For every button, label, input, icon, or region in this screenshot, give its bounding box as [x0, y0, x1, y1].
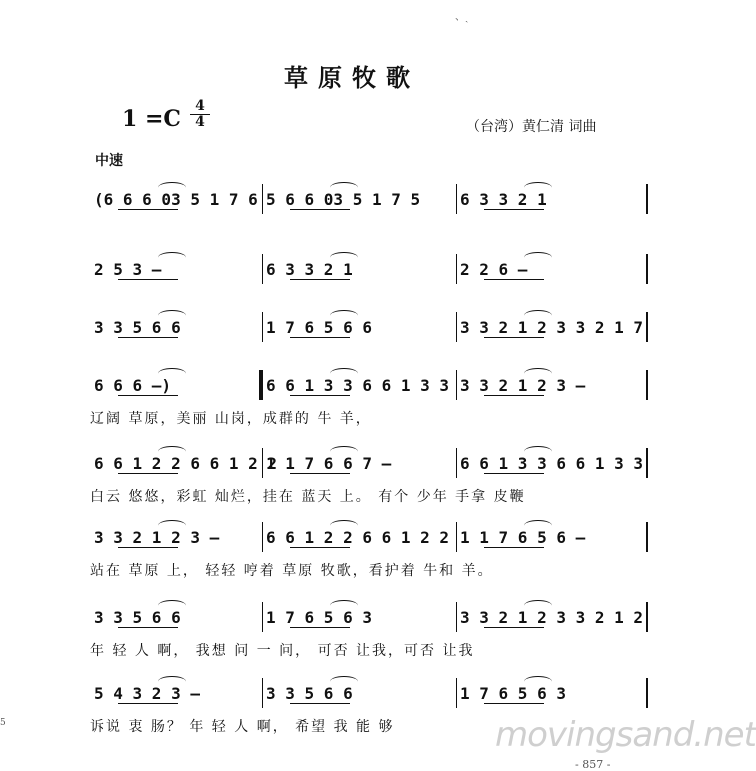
measure-notes: 3 3 5 6 6: [266, 684, 353, 703]
slur-arc: [330, 446, 358, 457]
lyrics-line: 年 轻 人 啊， 我想 问 一 问， 可否 让我，可否 让我: [90, 643, 475, 659]
slur-arc: [158, 520, 186, 531]
score-row: [0, 596, 704, 676]
measure-notes: 1 7 6 5 6 6: [266, 318, 372, 337]
beam-line: [484, 627, 544, 628]
top-mark: 、ˎ: [455, 12, 469, 23]
beam-line: [290, 703, 350, 704]
time-numerator: 4: [195, 98, 205, 114]
lyrics-line: 白云 悠悠，彩虹 灿烂，挂在 蓝天 上。 有个 少年 手拿 皮鞭: [90, 489, 526, 505]
slur-arc: [158, 600, 186, 611]
beam-line: [118, 547, 178, 548]
slur-arc: [158, 368, 186, 379]
song-title: 草原牧歌: [284, 63, 420, 92]
beam-line: [290, 547, 350, 548]
slur-arc: [158, 676, 186, 687]
notes-line: [88, 306, 648, 342]
beam-line: [484, 547, 544, 548]
slur-arc: [524, 252, 552, 263]
beam-line: [290, 473, 350, 474]
notes-line: [88, 364, 648, 400]
measure-notes: 1 1 7 6 6 7 —: [266, 454, 392, 473]
measure-notes: 3 3 5 6 6: [94, 608, 181, 627]
beam-line: [484, 279, 544, 280]
slur-arc: [158, 310, 186, 321]
key-signature: 1 =C: [122, 106, 181, 132]
beam-line: [118, 337, 178, 338]
notes-line: [88, 248, 648, 284]
beam-line: [118, 473, 178, 474]
notes-line: [88, 596, 648, 632]
measure-notes: (6 6 6 03 5 1 7 6: [94, 190, 258, 209]
beam-line: [118, 627, 178, 628]
slur-arc: [524, 446, 552, 457]
beam-line: [484, 395, 544, 396]
measure-notes: 1 7 6 5 6 3: [266, 608, 372, 627]
page-number: - 857 -: [575, 758, 611, 771]
slur-arc: [524, 310, 552, 321]
lyrics-line: 辽阔 草原，美丽 山岗，成群的 牛 羊，: [90, 411, 372, 427]
beam-line: [118, 209, 178, 210]
lyrics-line: 诉说 衷 肠？ 年 轻 人 啊， 希望 我 能 够: [90, 719, 395, 735]
measure-notes: 6 6 1 2 2 6 6 1 2 2: [266, 528, 450, 547]
slur-arc: [524, 182, 552, 193]
beam-line: [484, 337, 544, 338]
score-row: [0, 178, 704, 258]
slur-arc: [524, 600, 552, 611]
watermark: movingsand.net: [495, 715, 756, 755]
score-row: [0, 516, 704, 596]
slur-arc: [330, 252, 358, 263]
measure-notes: 6 6 6 —): [94, 376, 172, 395]
side-mark: 5: [0, 718, 6, 728]
measure-notes: 6 6 1 3 3 6 6 1 3 3: [266, 376, 450, 395]
time-signature: [190, 99, 210, 130]
measure-notes: 6 6 1 2 2 6 6 1 2 2: [94, 454, 278, 473]
beam-line: [118, 395, 178, 396]
measure-notes: 6 3 3 2 1: [460, 190, 547, 209]
score-row: [0, 442, 704, 522]
measure-notes: 3 3 2 1 2 3 3 2 1 7: [460, 318, 644, 337]
time-denominator: 4: [190, 114, 210, 130]
measure-notes: 3 3 2 1 2 3 —: [460, 376, 586, 395]
slur-arc: [158, 182, 186, 193]
measure-notes: 6 6 1 3 3 6 6 1 3 3: [460, 454, 644, 473]
measure-notes: 3 3 2 1 2 3 —: [94, 528, 220, 547]
measure-notes: 1 1 7 6 5 6 —: [460, 528, 586, 547]
beam-line: [290, 209, 350, 210]
lyrics-line: 站在 草原 上， 轻轻 哼着 草原 牧歌，看护着 牛和 羊。: [90, 563, 494, 579]
tempo-marking: 中速: [95, 153, 123, 169]
measure-notes: 2 2 6 —: [460, 260, 528, 279]
beam-line: [290, 395, 350, 396]
slur-arc: [330, 520, 358, 531]
measure-notes: 1 7 6 5 6 3: [460, 684, 566, 703]
credit-line: （台湾）黄仁清 词曲: [466, 119, 597, 135]
measure-notes: 2 5 3 —: [94, 260, 162, 279]
notes-line: [88, 672, 648, 708]
slur-arc: [524, 368, 552, 379]
measure-notes: 5 4 3 2 3 —: [94, 684, 200, 703]
beam-line: [484, 703, 544, 704]
measure-notes: 5 6 6 03 5 1 7 5: [266, 190, 421, 209]
slur-arc: [524, 520, 552, 531]
slur-arc: [330, 368, 358, 379]
slur-arc: [158, 252, 186, 263]
measure-notes: 3 3 5 6 6: [94, 318, 181, 337]
slur-arc: [330, 182, 358, 193]
beam-line: [290, 337, 350, 338]
beam-line: [290, 627, 350, 628]
measure-notes: 3 3 2 1 2 3 3 2 1 2: [460, 608, 644, 627]
notes-line: [88, 442, 648, 478]
beam-line: [118, 279, 178, 280]
slur-arc: [330, 600, 358, 611]
notes-line: [88, 178, 648, 214]
beam-line: [118, 703, 178, 704]
beam-line: [484, 209, 544, 210]
slur-arc: [524, 676, 552, 687]
beam-line: [290, 279, 350, 280]
slur-arc: [330, 310, 358, 321]
slur-arc: [158, 446, 186, 457]
slur-arc: [330, 676, 358, 687]
beam-line: [484, 473, 544, 474]
notes-line: [88, 516, 648, 552]
measure-notes: 6 3 3 2 1: [266, 260, 353, 279]
score-row: [0, 364, 704, 444]
